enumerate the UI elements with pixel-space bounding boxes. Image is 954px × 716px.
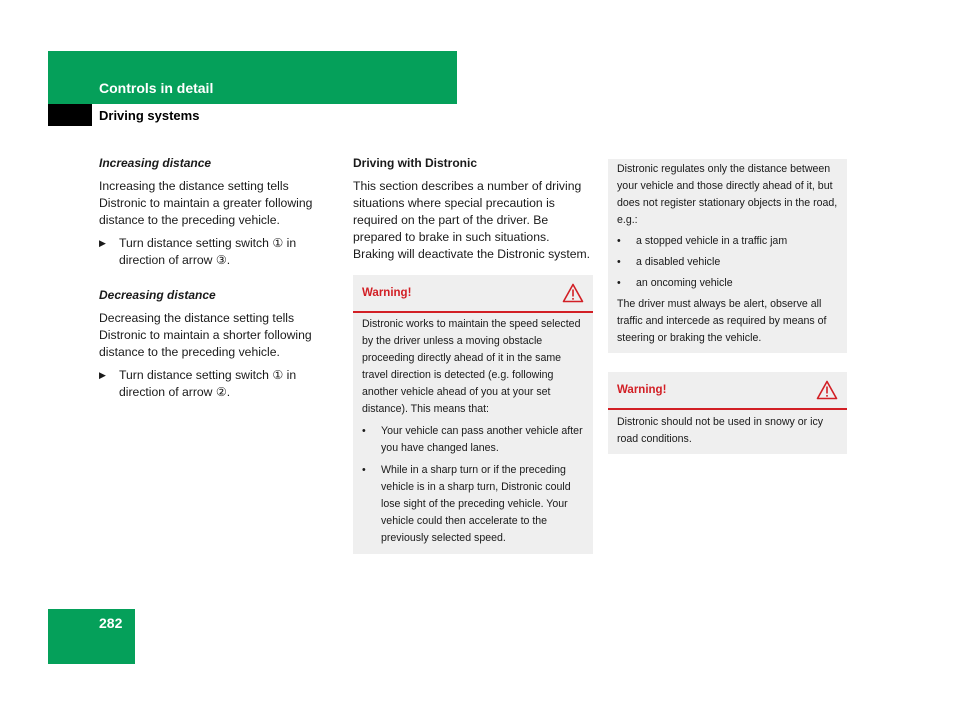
decreasing-distance-text: Decreasing the distance setting tells Distronic to maintain a shorter following distance to the preceding vehicle. <box>99 311 312 359</box>
info-box <box>608 159 847 353</box>
list-item <box>617 254 838 271</box>
info-text: Distronic regulates only the distance between your vehicle and those directly ahead of it, but does not register stationary objects in the road, e.g.: <box>617 163 838 226</box>
left-column <box>99 155 331 401</box>
warning-box-snow <box>608 372 847 454</box>
distronic-heading: Driving with Distronic <box>353 156 478 170</box>
list-item-text: a disabled vehicle <box>636 256 721 268</box>
list-item-text: Your vehicle can pass another vehicle after you have changed lanes. <box>381 425 583 454</box>
increasing-distance-heading: Increasing distance <box>99 156 212 170</box>
bullet-icon: • <box>617 235 621 247</box>
increase-step-text: Turn distance setting switch ① in direction of arrow ③. <box>119 236 297 267</box>
decrease-step <box>99 367 331 401</box>
page-number: 282 <box>99 615 123 631</box>
step-arrow-icon: ▶ <box>99 238 106 248</box>
warning-triangle-icon <box>816 380 838 400</box>
step-arrow-icon: ▶ <box>99 370 106 380</box>
warning-box <box>353 275 593 554</box>
warning-body <box>608 410 847 454</box>
warning-header <box>353 275 593 313</box>
info-closing: The driver must always be alert, observe all traffic and intercede as required by means of steering or braking the vehicle. <box>617 298 827 344</box>
warning-header <box>608 372 847 410</box>
list-item-text: an oncoming vehicle <box>636 277 733 289</box>
distronic-intro: This section describes a number of driving situations where special precaution is required on the part of the driver. Be prepared to brake in such situations. Braking will deactivate the Distronic system. <box>353 179 591 261</box>
header-bar <box>48 51 457 104</box>
warning-title: Warning! <box>362 286 412 299</box>
middle-column <box>353 155 593 554</box>
decrease-step-text: Turn distance setting switch ① in direction of arrow ②. <box>119 368 297 399</box>
list-item <box>617 233 838 250</box>
warning-text: Distronic works to maintain the speed selected by the driver unless a moving obstacle proceeding directly ahead of it in the same travel direction is detected (e.g. following another vehicle ahead of you at your set distance). This means that: <box>362 318 581 415</box>
list-item-text: While in a sharp turn or if the preceding vehicle is in a sharp turn, Distronic could lose sight of the preceding vehicle. Your vehicle could then accelerate to the previously selected speed. <box>381 464 571 544</box>
list-item <box>362 462 584 547</box>
increase-step <box>99 235 331 269</box>
section-title: Controls in detail <box>99 80 214 96</box>
decreasing-distance-heading: Decreasing distance <box>99 288 216 302</box>
subsection-title: Driving systems <box>99 108 200 123</box>
warning-body <box>353 313 593 554</box>
warning-triangle-icon <box>562 283 584 303</box>
subheader-marker <box>48 104 92 126</box>
warning-title: Warning! <box>617 383 667 396</box>
list-item-text: a stopped vehicle in a traffic jam <box>636 235 788 247</box>
right-column <box>608 159 847 353</box>
warning-text: Distronic should not be used in snowy or icy road conditions. <box>617 416 824 445</box>
increasing-distance-text: Increasing the distance setting tells Distronic to maintain a greater following distance to the preceding vehicle. <box>99 179 313 227</box>
list-item <box>362 423 584 457</box>
list-item <box>617 275 838 292</box>
bullet-icon: • <box>617 277 621 289</box>
bullet-icon: • <box>617 256 621 268</box>
bullet-icon: • <box>362 464 366 476</box>
bullet-icon: • <box>362 425 366 437</box>
